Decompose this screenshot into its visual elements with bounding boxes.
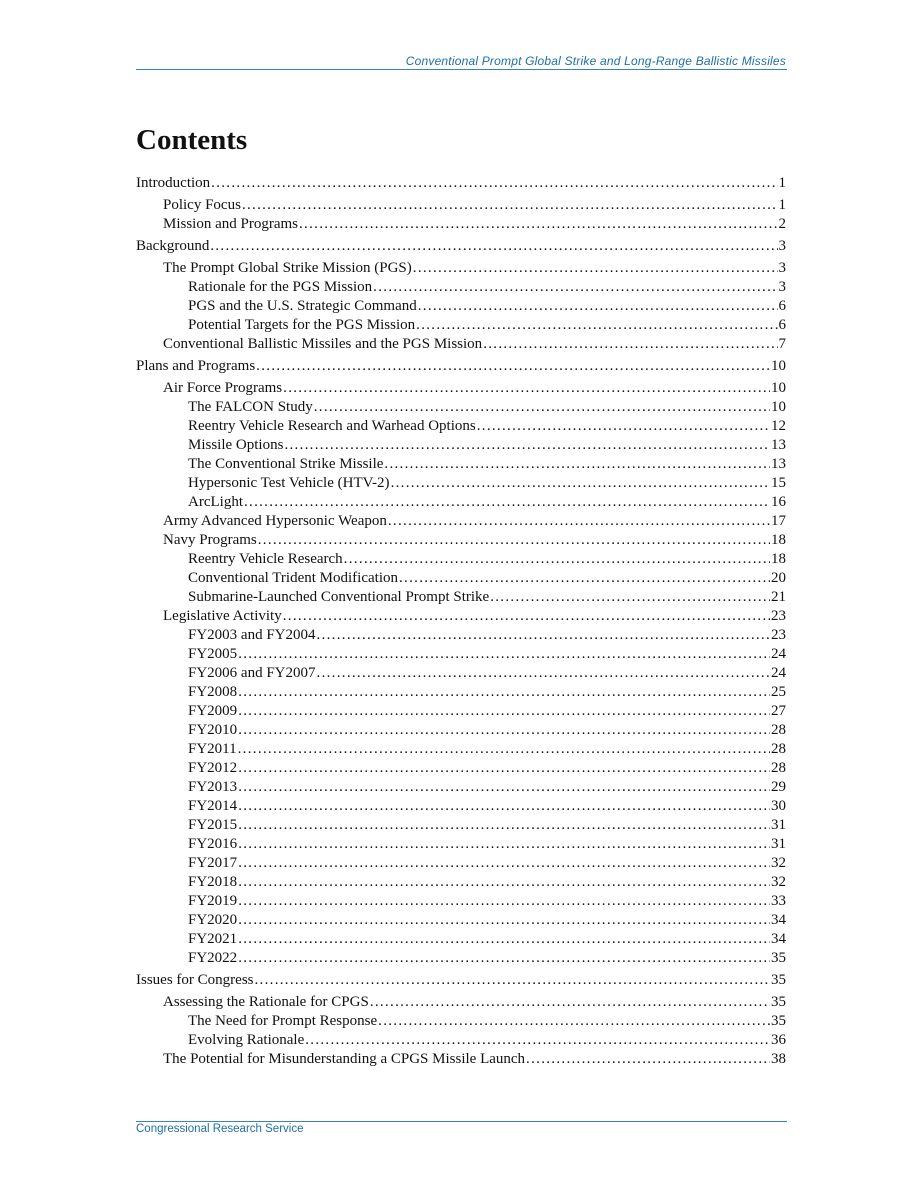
toc-entry-title: FY2006 and FY2007 xyxy=(188,665,316,681)
toc-dot-leader xyxy=(283,379,770,398)
toc-dot-leader xyxy=(490,588,770,607)
toc-entry[interactable] xyxy=(136,664,786,683)
toc-dot-leader xyxy=(238,721,770,740)
toc-dot-leader xyxy=(238,702,770,721)
toc-entry[interactable] xyxy=(136,721,786,740)
toc-dot-leader xyxy=(210,237,777,256)
toc-entry[interactable] xyxy=(136,531,786,550)
toc-entry-title: Introduction xyxy=(136,175,211,191)
toc-entry-page-number: 20 xyxy=(771,570,786,586)
running-header: Conventional Prompt Global Strike and Long-Range Ballistic Missiles xyxy=(405,54,786,68)
toc-entry[interactable] xyxy=(136,357,786,376)
toc-entry-title: FY2021 xyxy=(188,931,238,947)
toc-entry-title: FY2008 xyxy=(188,684,238,700)
toc-dot-leader xyxy=(238,645,770,664)
toc-entry[interactable] xyxy=(136,174,786,193)
toc-entry[interactable] xyxy=(136,911,786,930)
toc-dot-leader xyxy=(238,816,770,835)
toc-entry[interactable] xyxy=(136,626,786,645)
toc-dot-leader xyxy=(211,174,777,193)
toc-entry-page-number: 18 xyxy=(771,532,786,548)
toc-entry-title: The Need for Prompt Response xyxy=(188,1013,378,1029)
toc-entry-page-number: 16 xyxy=(771,494,786,510)
toc-entry-page-number: 23 xyxy=(771,608,786,624)
toc-entry-page-number: 21 xyxy=(771,589,786,605)
toc-dot-leader xyxy=(477,417,770,436)
toc-entry-title: FY2015 xyxy=(188,817,238,833)
toc-dot-leader xyxy=(399,569,770,588)
toc-entry[interactable] xyxy=(136,702,786,721)
toc-entry-title: PGS and the U.S. Strategic Command xyxy=(188,298,417,314)
toc-entry[interactable] xyxy=(136,816,786,835)
toc-entry[interactable] xyxy=(136,237,786,256)
toc-entry[interactable] xyxy=(136,971,786,990)
toc-entry[interactable] xyxy=(136,778,786,797)
toc-entry-page-number: 18 xyxy=(771,551,786,567)
toc-entry[interactable] xyxy=(136,379,786,398)
footer-rule xyxy=(136,1121,787,1122)
toc-entry[interactable] xyxy=(136,398,786,417)
toc-entry[interactable] xyxy=(136,854,786,873)
toc-entry[interactable] xyxy=(136,835,786,854)
toc-entry-title: Navy Programs xyxy=(163,532,257,548)
toc-entry[interactable] xyxy=(136,215,786,234)
toc-entry[interactable] xyxy=(136,873,786,892)
toc-entry[interactable] xyxy=(136,493,786,512)
toc-entry-page-number: 10 xyxy=(771,358,786,374)
toc-dot-leader xyxy=(391,474,770,493)
toc-entry[interactable] xyxy=(136,740,786,759)
toc-entry[interactable] xyxy=(136,335,786,354)
toc-entry-page-number: 33 xyxy=(771,893,786,909)
toc-dot-leader xyxy=(317,626,770,645)
toc-entry-page-number: 28 xyxy=(771,760,786,776)
toc-entry-title: FY2022 xyxy=(188,950,238,966)
toc-dot-leader xyxy=(258,531,770,550)
toc-dot-leader xyxy=(238,949,770,968)
toc-entry-title: Plans and Programs xyxy=(136,358,256,374)
toc-dot-leader xyxy=(238,759,770,778)
toc-dot-leader xyxy=(483,335,777,354)
toc-dot-leader xyxy=(255,971,771,990)
toc-entry-page-number: 6 xyxy=(778,317,786,333)
toc-entry-page-number: 28 xyxy=(771,741,786,757)
toc-dot-leader xyxy=(418,297,778,316)
toc-entry-title: The FALCON Study xyxy=(188,399,313,415)
toc-entry-page-number: 32 xyxy=(771,874,786,890)
toc-entry-page-number: 35 xyxy=(771,950,786,966)
toc-entry-title: FY2012 xyxy=(188,760,238,776)
toc-entry[interactable] xyxy=(136,949,786,968)
toc-entry-title: FY2014 xyxy=(188,798,238,814)
toc-dot-leader xyxy=(238,892,770,911)
toc-entry-title: The Potential for Misunderstanding a CPGS Missile Launch xyxy=(163,1051,526,1067)
toc-entry-page-number: 17 xyxy=(771,513,786,529)
toc-dot-leader xyxy=(242,196,778,215)
toc-entry-title: The Conventional Strike Missile xyxy=(188,456,384,472)
toc-dot-leader xyxy=(344,550,770,569)
toc-entry-title: Submarine-Launched Conventional Prompt Strike xyxy=(188,589,490,605)
toc-entry[interactable] xyxy=(136,316,786,335)
toc-dot-leader xyxy=(388,512,770,531)
toc-entry-title: Legislative Activity xyxy=(163,608,282,624)
toc-entry[interactable] xyxy=(136,930,786,949)
toc-entry-page-number: 10 xyxy=(771,399,786,415)
toc-entry[interactable] xyxy=(136,417,786,436)
toc-dot-leader xyxy=(373,278,777,297)
toc-entry-page-number: 7 xyxy=(778,336,786,352)
toc-dot-leader xyxy=(283,607,770,626)
toc-entry[interactable] xyxy=(136,892,786,911)
toc-entry-title: Potential Targets for the PGS Mission xyxy=(188,317,416,333)
toc-entry-page-number: 38 xyxy=(771,1051,786,1067)
toc-entry[interactable] xyxy=(136,550,786,569)
header-rule xyxy=(136,69,787,70)
toc-dot-leader xyxy=(238,835,770,854)
toc-dot-leader xyxy=(299,215,778,234)
toc-entry-title: FY2013 xyxy=(188,779,238,795)
toc-entry-title: Army Advanced Hypersonic Weapon xyxy=(163,513,387,529)
toc-dot-leader xyxy=(238,778,770,797)
toc-entry-title: FY2016 xyxy=(188,836,238,852)
toc-entry-title: FY2010 xyxy=(188,722,238,738)
toc-entry[interactable] xyxy=(136,1031,786,1050)
toc-dot-leader xyxy=(238,740,770,759)
toc-entry-page-number: 30 xyxy=(771,798,786,814)
toc-entry-title: FY2019 xyxy=(188,893,238,909)
toc-entry-page-number: 1 xyxy=(778,197,786,213)
toc-entry[interactable] xyxy=(136,259,786,278)
toc-entry-page-number: 24 xyxy=(771,665,786,681)
toc-entry-page-number: 34 xyxy=(771,912,786,928)
toc-entry-page-number: 31 xyxy=(771,836,786,852)
toc-entry-title: FY2017 xyxy=(188,855,238,871)
toc-entry-page-number: 23 xyxy=(771,627,786,643)
toc-entry[interactable] xyxy=(136,645,786,664)
toc-dot-leader xyxy=(305,1031,770,1050)
toc-entry-page-number: 35 xyxy=(771,994,786,1010)
toc-entry-page-number: 28 xyxy=(771,722,786,738)
footer-text: Congressional Research Service xyxy=(136,1123,304,1135)
toc-dot-leader xyxy=(238,854,770,873)
toc-entry[interactable] xyxy=(136,607,786,626)
toc-dot-leader xyxy=(416,316,777,335)
toc-dot-leader xyxy=(314,398,770,417)
toc-dot-leader xyxy=(413,259,778,278)
toc-entry-title: Issues for Congress xyxy=(136,972,254,988)
toc-entry-title: FY2018 xyxy=(188,874,238,890)
toc-entry[interactable] xyxy=(136,512,786,531)
toc-entry-title: ArcLight xyxy=(188,494,243,510)
toc-dot-leader xyxy=(238,911,770,930)
toc-entry-page-number: 35 xyxy=(771,972,786,988)
toc-entry-page-number: 35 xyxy=(771,1013,786,1029)
toc-entry[interactable] xyxy=(136,569,786,588)
toc-entry-title: Assessing the Rationale for CPGS xyxy=(163,994,369,1010)
toc-entry-page-number: 15 xyxy=(771,475,786,491)
toc-entry[interactable] xyxy=(136,297,786,316)
toc-entry[interactable] xyxy=(136,993,786,1012)
toc-entry-title: Missile Options xyxy=(188,437,284,453)
toc-entry-title: Evolving Rationale xyxy=(188,1032,305,1048)
toc-entry-page-number: 31 xyxy=(771,817,786,833)
toc-entry-title: Policy Focus xyxy=(163,197,241,213)
toc-dot-leader xyxy=(526,1050,770,1069)
toc-entry-title: The Prompt Global Strike Mission (PGS) xyxy=(163,260,412,276)
toc-entry-page-number: 13 xyxy=(771,437,786,453)
toc-entry-page-number: 32 xyxy=(771,855,786,871)
toc-entry-page-number: 13 xyxy=(771,456,786,472)
toc-dot-leader xyxy=(378,1012,770,1031)
toc-entry-page-number: 25 xyxy=(771,684,786,700)
toc-entry[interactable] xyxy=(136,474,786,493)
toc-entry-page-number: 24 xyxy=(771,646,786,662)
toc-dot-leader xyxy=(244,493,770,512)
toc-entry-title: Reentry Vehicle Research and Warhead Options xyxy=(188,418,476,434)
toc-entry-page-number: 2 xyxy=(778,216,786,232)
toc-dot-leader xyxy=(238,930,770,949)
toc-entry[interactable] xyxy=(136,196,786,215)
toc-entry-title: Rationale for the PGS Mission xyxy=(188,279,373,295)
toc-dot-leader xyxy=(238,683,770,702)
toc-entry[interactable] xyxy=(136,1050,786,1069)
toc-entry-page-number: 29 xyxy=(771,779,786,795)
toc-entry-page-number: 27 xyxy=(771,703,786,719)
toc-entry-title: Mission and Programs xyxy=(163,216,298,232)
toc-entry-title: Background xyxy=(136,238,210,254)
toc-entry-page-number: 12 xyxy=(771,418,786,434)
toc-entry[interactable] xyxy=(136,797,786,816)
toc-dot-leader xyxy=(284,436,770,455)
toc-dot-leader xyxy=(370,993,770,1012)
toc-entry-title: Air Force Programs xyxy=(163,380,283,396)
toc-entry-title: FY2011 xyxy=(188,741,237,757)
toc-dot-leader xyxy=(238,797,770,816)
toc-entry-page-number: 10 xyxy=(771,380,786,396)
toc-entry[interactable] xyxy=(136,683,786,702)
toc-entry-page-number: 6 xyxy=(778,298,786,314)
toc-entry-page-number: 3 xyxy=(778,260,786,276)
toc-entry-title: Reentry Vehicle Research xyxy=(188,551,343,567)
toc-dot-leader xyxy=(256,357,770,376)
toc-entry-page-number: 3 xyxy=(778,238,786,254)
toc-entry[interactable] xyxy=(136,436,786,455)
toc-entry[interactable] xyxy=(136,1012,786,1031)
toc-entry-title: Conventional Trident Modification xyxy=(188,570,398,586)
toc-dot-leader xyxy=(238,873,770,892)
toc-entry[interactable] xyxy=(136,455,786,474)
toc-entry-title: FY2009 xyxy=(188,703,238,719)
toc-entry[interactable] xyxy=(136,759,786,778)
toc-entry-title: Hypersonic Test Vehicle (HTV-2) xyxy=(188,475,390,491)
toc-entry-title: FY2020 xyxy=(188,912,238,928)
toc-entry-page-number: 36 xyxy=(771,1032,786,1048)
toc-dot-leader xyxy=(317,664,770,683)
toc-entry-title: Conventional Ballistic Missiles and the PGS Mission xyxy=(163,336,483,352)
page-title: Contents xyxy=(136,124,248,156)
toc-entry[interactable] xyxy=(136,588,786,607)
toc-entry-page-number: 3 xyxy=(778,279,786,295)
toc-entry-page-number: 1 xyxy=(778,175,786,191)
toc-entry[interactable] xyxy=(136,278,786,297)
toc-entry-title: FY2005 xyxy=(188,646,238,662)
toc-entry-page-number: 34 xyxy=(771,931,786,947)
toc-entry-title: FY2003 and FY2004 xyxy=(188,627,316,643)
toc-dot-leader xyxy=(384,455,770,474)
table-of-contents xyxy=(136,174,786,1069)
